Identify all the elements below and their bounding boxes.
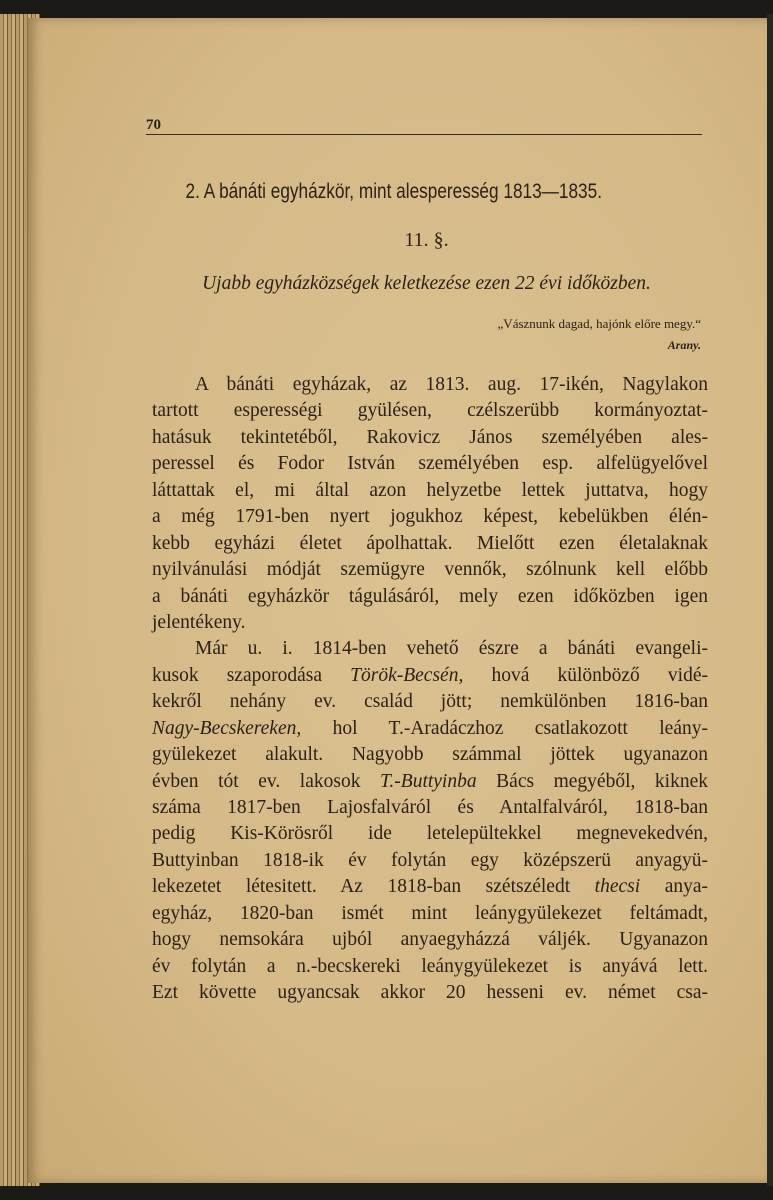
text-line	[152, 398, 708, 424]
text-segment: pedig Kis-Körösről ide letelepültekkel megnevekedvén,	[152, 823, 708, 845]
text-segment: A bánáti egyházak, az 1813. aug. 17-ikén, Nagylakon	[195, 374, 708, 395]
text-segment: lekezetet létesitett. Az 1818-ban szétszéledt	[152, 876, 595, 898]
text-segment: a bánáti egyházkör tágulásáról, mely ezen időközben igen	[152, 585, 708, 607]
text-segment: a még 1791-ben nyert jogukhoz képest, kebelükben élén-	[152, 506, 708, 528]
text-segment: hol T.-Aradáczhoz csatlakozott leány-	[301, 717, 708, 739]
text-segment: anya-	[640, 876, 708, 898]
text-line	[152, 901, 708, 927]
text-segment: kusok szaporodása	[152, 664, 351, 686]
text-line	[152, 742, 708, 768]
text-line	[152, 716, 708, 742]
text-segment: hatásuk tekintetéből, Rakovicz János személyében ales-	[152, 426, 708, 448]
page-border	[767, 14, 773, 1186]
text-segment: peressel és Fodor István személyében esp. alfelügyelővel	[152, 453, 708, 475]
header-rule	[146, 134, 702, 135]
text-segment: jelentékeny.	[152, 611, 246, 633]
text-line	[152, 557, 708, 583]
page-number: 70	[146, 117, 161, 133]
text-line	[152, 874, 708, 900]
text-line	[152, 821, 708, 847]
text-line	[152, 425, 708, 451]
text-segment: gyülekezet alakult. Nagyobb számmal jöttek ugyanazon	[152, 744, 708, 766]
body-text	[152, 372, 708, 1007]
text-segment: hogy nemsokára ujból anyaegyházzá váljék. Ugyanazon	[152, 929, 708, 951]
text-line	[152, 689, 708, 715]
chapter-title: 2. A bánáti egyházkör, mint alesperesség 1813—1835.	[185, 180, 603, 203]
text-segment: évben tót ev. lakosok	[152, 770, 381, 792]
epigraph-author: Arany.	[667, 338, 701, 352]
text-segment: láttattak el, mi által azon helyzetbe lettek juttatva, hogy	[152, 479, 708, 501]
text-segment: kebb egyházi életet ápolhattak. Mielőtt ezen életalaknak	[152, 532, 708, 554]
text-line	[152, 372, 708, 398]
text-segment: tartott esperességi gyülésen, czélszerübb kormányoztat-	[152, 400, 708, 422]
text-line	[152, 927, 708, 953]
text-segment: Buttyinban 1818-ik év folytán egy középszerü anyagyü-	[152, 849, 708, 871]
text-line	[152, 848, 708, 874]
text-segment: hová különböző vidé-	[463, 664, 708, 686]
epigraph: „Vásznunk dagad, hajónk előre megy.“	[497, 316, 701, 331]
text-line	[152, 795, 708, 821]
italic-place-name: T.-Buttyinba	[380, 770, 477, 792]
text-line	[152, 663, 708, 689]
text-segment: száma 1817-ben Lajosfalváról és Antalfalváról, 1818-ban	[152, 797, 708, 818]
section-subtitle: Ujabb egyházközségek keletkezése ezen 22 évi időközben.	[202, 273, 651, 294]
text-segment: Már u. i. 1814-ben vehető észre a bánáti evangeli-	[195, 638, 708, 660]
text-line	[152, 610, 708, 636]
text-segment: év folytán a n.-becskereki leánygyülekezet is anyává lett.	[152, 955, 708, 977]
text-line	[152, 584, 708, 610]
text-segment: kekről nehány ev. család jött; nemkülönben 1816-ban	[152, 691, 708, 713]
text-line	[152, 531, 708, 557]
text-line	[152, 954, 708, 980]
text-line	[152, 769, 708, 795]
text-line	[152, 980, 708, 1006]
text-line	[152, 478, 708, 504]
italic-place-name: Török-Becsén,	[350, 664, 464, 686]
italic-place-name: Nagy-Becskereken,	[152, 717, 302, 739]
text-segment: egyház, 1820-ban ismét mint leánygyülekezet feltámadt,	[152, 902, 708, 924]
text-line	[152, 636, 708, 662]
italic-place-name: thecsi	[594, 876, 641, 898]
text-segment: Bács megyéből, kiknek	[476, 770, 708, 792]
text-line	[152, 504, 708, 530]
text-segment: Ezt követte ugyancsak akkor 20 hesseni ev. német csa-	[152, 982, 708, 1004]
text-line	[152, 451, 708, 477]
section-number: 11. §.	[404, 229, 449, 251]
text-segment: nyilvánulási módját szemügyre vennők, szólnunk kell előbb	[152, 559, 708, 581]
